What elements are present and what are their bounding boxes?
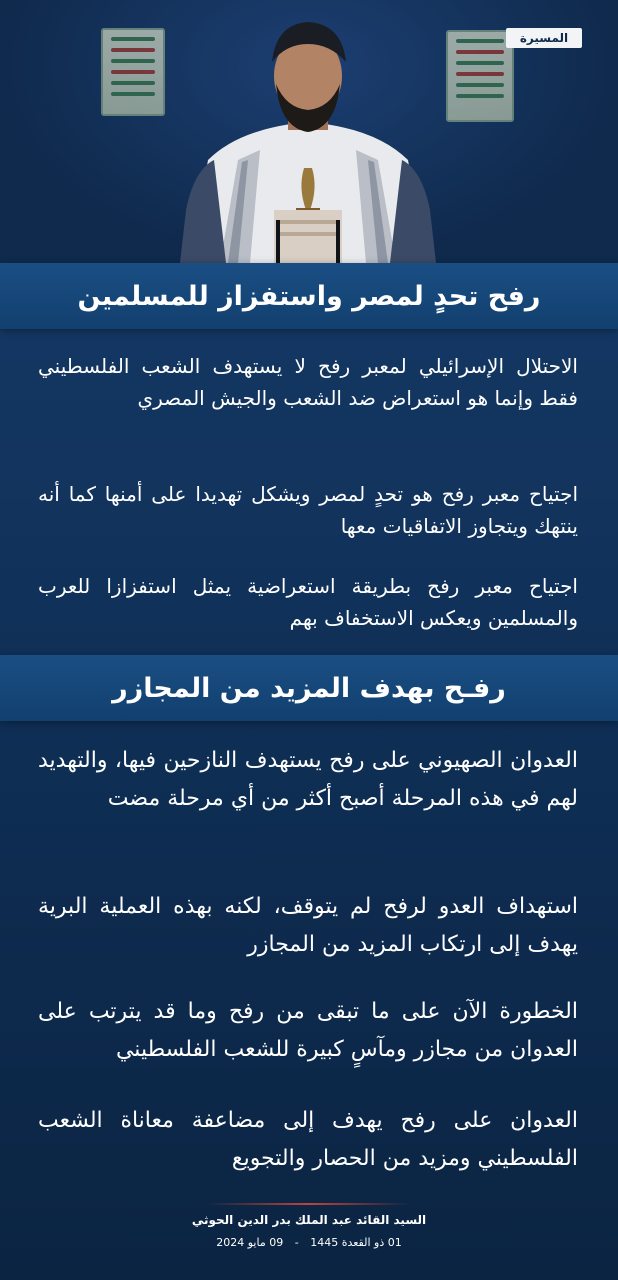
slogan-banner-left (101, 28, 165, 116)
section-1-paragraph: اجتياح معبر رفح بطريقة استعراضية يمثل استفزازا للعرب والمسلمين ويعكس الاستخفاف بهم (38, 574, 578, 630)
section-1-paragraph: اجتياح معبر رفح هو تحدٍ لمصر ويشكل تهديدا على أمنها كما أنه ينتهك ويتجاوز الاتفاقيات معها (38, 482, 578, 538)
section-1-title: رفح تحدٍ لمصر واستفزاز للمسلمين (77, 280, 541, 312)
almasirah-logo: المسيرة (506, 28, 582, 48)
gregorian-date: 09 مايو 2024 (216, 1236, 284, 1249)
hijri-date: 01 ذو القعدة 1445 (310, 1236, 402, 1249)
speaker-figure-illustration (180, 10, 436, 263)
section-2-paragraph: العدوان الصهيوني على رفح يستهدف النازحين فيها، والتهديد لهم في هذه المرحلة أصبح أكثر من أي مرحلة مضت (38, 748, 578, 811)
source-attribution: السيد القائد عبد الملك بدر الدين الحوثي (191, 1213, 427, 1227)
section-2-title: رفـح بهدف المزيد من المجازر (112, 672, 506, 704)
publication-date (0, 1236, 618, 1249)
date-separator: - (294, 1236, 299, 1249)
section-2-paragraph: استهداف العدو لرفح لم يتوقف، لكنه بهذه العملية البرية يهدف إلى ارتكاب المزيد من المجازر (38, 894, 578, 957)
slogan-banner-right (446, 30, 514, 122)
footer-divider (206, 1203, 412, 1205)
section-2-title-bar (0, 655, 618, 721)
section-2-paragraph: الخطورة الآن على ما تبقى من رفح وما قد يترتب على العدوان من مجازر ومآسٍ كبيرة للشعب الفلسطيني (38, 999, 578, 1062)
section-1-title-bar (0, 263, 618, 329)
section-1-paragraph: الاحتلال الإسرائيلي لمعبر رفح لا يستهدف الشعب الفلسطيني فقط وإنما هو استعراض ضد الشعب والجيش المصري (38, 354, 578, 410)
section-2-paragraph: العدوان على رفح يهدف إلى مضاعفة معاناة الشعب الفلسطيني ومزيد من الحصار والتجويع (38, 1108, 578, 1171)
speaker-photo (0, 0, 618, 263)
